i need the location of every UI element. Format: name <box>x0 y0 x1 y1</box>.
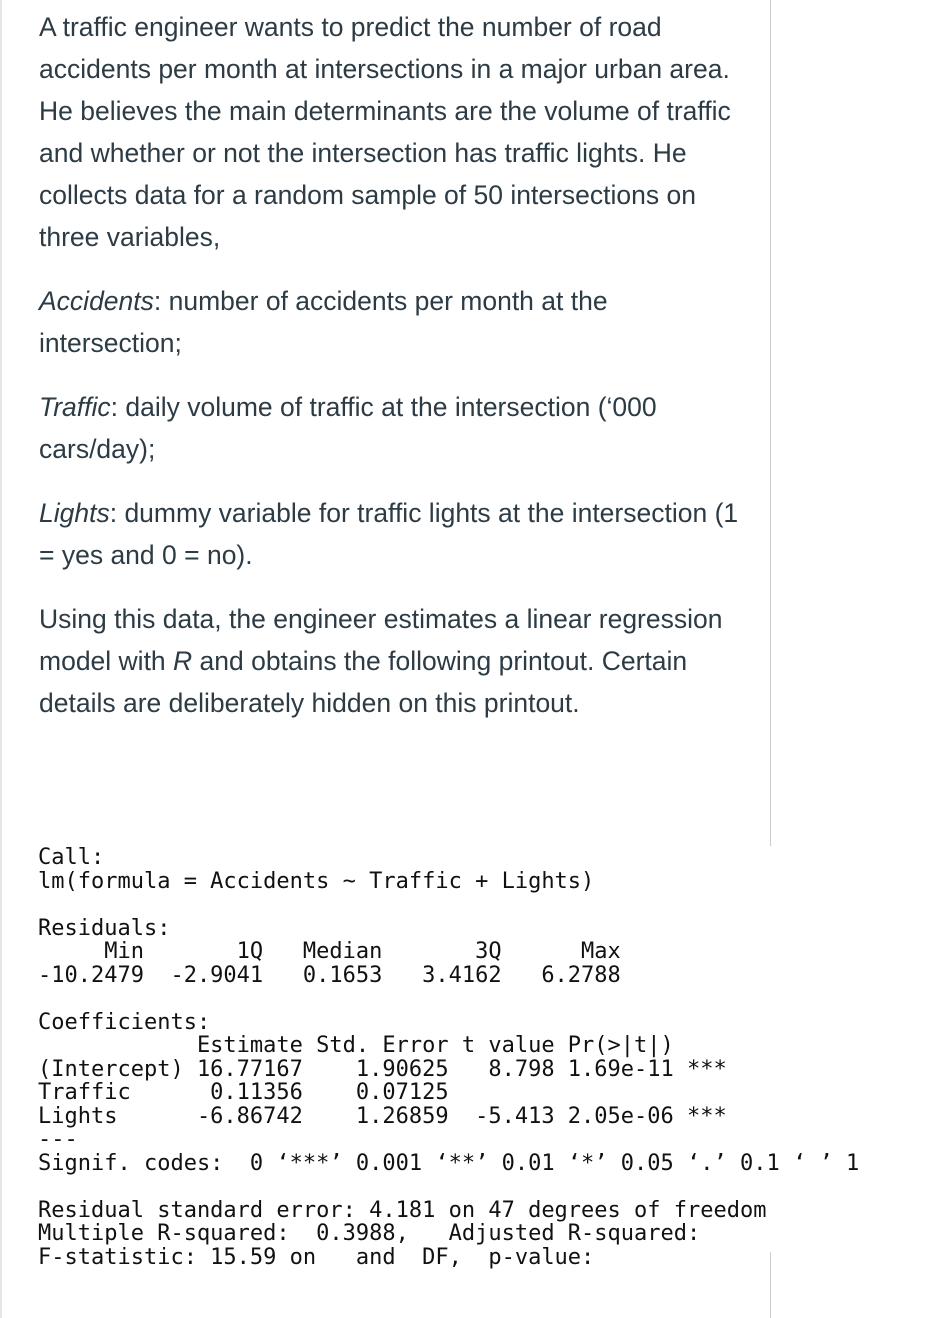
coefficient-row-lights: Lights -6.86742 1.26859 -5.413 2.05e-06 *** <box>38 1103 727 1129</box>
variable-traffic <box>39 386 739 470</box>
variable-name: Traffic <box>39 392 111 422</box>
call-formula: lm(formula = Accidents ~ Traffic + Lights) <box>38 868 595 894</box>
variable-description: : number of accidents per month at the intersection; <box>39 286 608 358</box>
variable-lights <box>39 492 739 576</box>
signif-codes: Signif. codes: 0 ‘***’ 0.001 ‘**’ 0.01 ‘*’ 0.05 ‘.’ 0.1 ‘ ’ 1 <box>38 1150 860 1176</box>
separator: --- <box>38 1127 78 1152</box>
coefficients-label: Coefficients: <box>38 1009 211 1035</box>
r-squared-line: Multiple R-squared: 0.3988, Adjusted R-squared: <box>38 1221 793 1246</box>
variable-description: : dummy variable for traffic lights at the intersection (1 = yes and 0 = no). <box>39 498 739 570</box>
residuals-values: -10.2479 -2.9041 0.1653 3.4162 6.2788 <box>38 962 635 988</box>
variable-name: Accidents <box>39 286 154 316</box>
residual-standard-error: Residual standard error: 4.181 on 47 degrees of freedom <box>38 1197 767 1223</box>
residuals-header: Min 1Q Median 3Q Max <box>38 939 635 964</box>
question-text <box>39 6 739 746</box>
variable-description: : daily volume of traffic at the intersection (‘000 cars/day); <box>39 392 657 464</box>
coefficient-row-traffic: Traffic 0.11356 0.07125 <box>38 1080 714 1105</box>
coefficients-header: Estimate Std. Error t value Pr(>|t|) <box>38 1033 727 1058</box>
r-regression-printout <box>38 846 938 1269</box>
left-border <box>0 0 2 1318</box>
intro-paragraph: A traffic engineer wants to predict the number of road accidents per month at intersections in a major urban area. He believes the main determinants are the volume of traffic and whether or not the intersection has traffic lights. He collects data for a random sample of 50 intersections on three variables, <box>39 12 731 252</box>
variable-name: Lights <box>39 498 110 528</box>
right-border-top <box>770 0 771 846</box>
outro-paragraph: Using this data, the engineer estimates a linear regression model with R and obtains the following printout. Certain details are deliberately hidden on this printout. <box>39 604 723 718</box>
residuals-label: Residuals: <box>38 915 171 941</box>
f-statistic-line: F-statistic: 15.59 on and DF, p-value: <box>38 1244 608 1270</box>
r-software: R <box>173 646 193 676</box>
call-label: Call: <box>38 845 105 870</box>
coefficient-row-intercept: (Intercept) 16.77167 1.90625 8.798 1.69e-11 *** <box>38 1056 727 1082</box>
variable-accidents <box>39 280 739 364</box>
